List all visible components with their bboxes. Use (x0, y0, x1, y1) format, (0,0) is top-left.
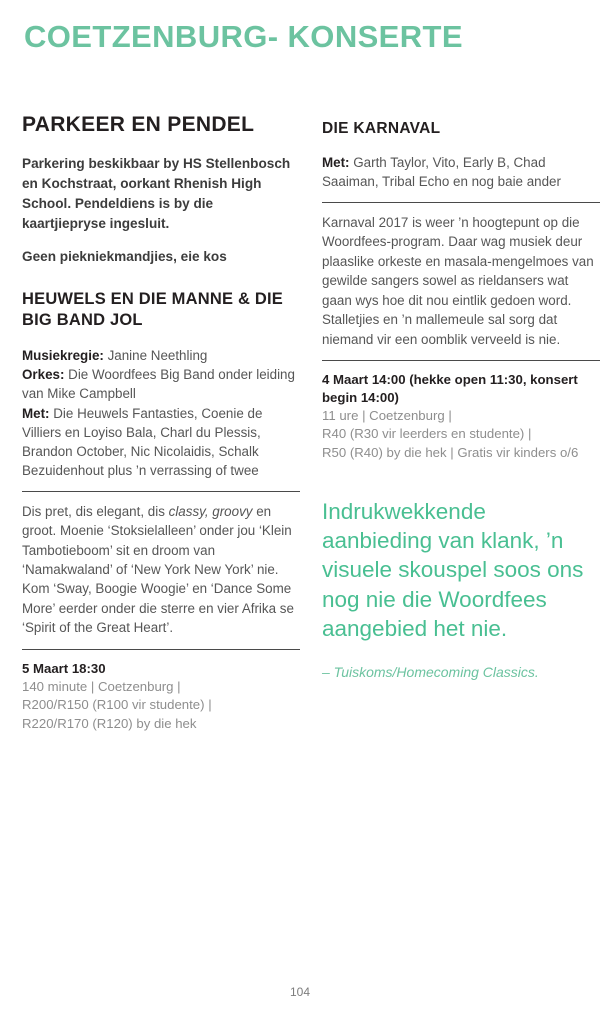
left-column (22, 112, 300, 734)
description-part-3: en groot. Moenie ‘Stoksielalleen’ onder jou ‘Klein Tambotieboom’ sit en droom van ‘Namakwaland’ of ‘New York New York’ nie. Kom ‘Sway, Boogie Woogie’ en ‘Dance Some More’ eerder onder die sterre en vier Afrika se ‘Spirit of the Great Heart’. (22, 503, 294, 636)
karnaval-description: Karnaval 2017 is weer ’n hoogtepunt op die Woordfees-program. Daar wag musiek deur plaaslike orkeste en masala-mengelmoes van gewilde sangers sowel as rieldansers wat gaan wys hoe dit nou eintlik gedoen word. Stalletjies en ’n mallemeule sal sorg dat niemand vir een oomblik verveeld is nie. (322, 214, 594, 347)
right-column (322, 112, 600, 734)
page-title: COETZENBURG- KONSERTE (24, 19, 463, 54)
parkeer-paragraph-1: Parkering beskikbaar by HS Stellenbosch en Kochstraat, oorkant Rhenish High School. Pendeldiens is by die kaartjiepryse ingesluit. (22, 155, 291, 231)
parkeer-paragraph-2: Geen piekniekmandjies, eie kos (22, 249, 227, 265)
credit-line-met (22, 404, 300, 480)
heuwels-credits (22, 346, 300, 479)
credit-line-orkes (22, 365, 300, 403)
spacer (22, 267, 300, 289)
divider-above-ticket-left (22, 649, 300, 650)
masthead (24, 20, 576, 54)
ticket-detail-left-2: R200/R150 (R100 vir studente) | (22, 697, 212, 713)
section-heading-heuwels: HEUWELS EN DIE MANNE & DIE BIG BAND JOL (22, 290, 283, 329)
ticket-date-right: 4 Maart 14:00 (hekke open 11:30, konsert begin 14:00) (322, 372, 578, 405)
ticket-detail-left-1: 140 minute | Coetzenburg | (22, 678, 181, 694)
section-die-karnaval (322, 120, 600, 463)
credit-label-met: Met: (22, 405, 50, 421)
credit-label-met-karnaval: Met: (322, 154, 350, 170)
pullquote-block (322, 497, 600, 681)
credit-value-orkes: Die Woordfees Big Band onder leiding van Mike Campbell (22, 367, 295, 402)
pullquote-attribution: – Tuiskoms/Homecoming Classics. (322, 664, 539, 681)
credit-line-musiekregie (22, 346, 300, 365)
section-heading-karnaval: DIE KARNAVAL (322, 120, 441, 137)
content-columns (0, 112, 600, 734)
credit-value-met: Die Heuwels Fantasties, Coenie de Villiers en Loyiso Bala, Charl du Plessis, Brandon October, Nic Nicolaidis, Schalk Bezuidenhout plus ’n verrassing of twee (22, 405, 263, 478)
heuwels-description (22, 502, 300, 638)
credit-label-orkes: Orkes: (22, 367, 65, 383)
ticket-detail-right-1: 11 ure | Coetzenburg | (322, 407, 452, 423)
description-part-1: Dis pret, dis elegant, dis (22, 503, 169, 519)
divider-above-ticket-right (322, 360, 600, 361)
description-part-2-italic: classy, groovy (168, 503, 253, 519)
credit-line-met-karnaval (322, 153, 600, 191)
section-parkeer-en-pendel (22, 112, 300, 267)
divider-above-karnaval-description (322, 202, 600, 203)
divider-above-description (22, 491, 300, 492)
karnaval-credits (322, 153, 600, 191)
ticket-detail-left-3: R220/R170 (R120) by die hek (22, 715, 197, 731)
ticket-detail-right-3: R50 (R40) by die hek | Gratis vir kinders o/6 (322, 445, 579, 461)
credit-value-met-karnaval: Garth Taylor, Vito, Early B, Chad Saaiman, Tribal Echo en nog baie ander (322, 154, 561, 189)
ticket-detail-right-2: R40 (R30 vir leerders en studente) | (322, 426, 532, 442)
ticket-info-left (22, 660, 300, 734)
ticket-info-right (322, 371, 600, 463)
section-heading-parkeer: PARKEER EN PENDEL (22, 113, 255, 136)
pullquote-text: Indrukwekkende aanbieding van klank, ’n visuele skouspel soos ons nog nie die Woordfees aangebied het nie. (322, 498, 584, 641)
credit-label-musiekregie: Musiekregie: (22, 348, 104, 364)
section-heuwels (22, 289, 300, 734)
page-number: 104 (289, 985, 311, 999)
ticket-date-left: 5 Maart 18:30 (22, 660, 106, 676)
credit-value-musiekregie: Janine Neethling (103, 348, 208, 364)
